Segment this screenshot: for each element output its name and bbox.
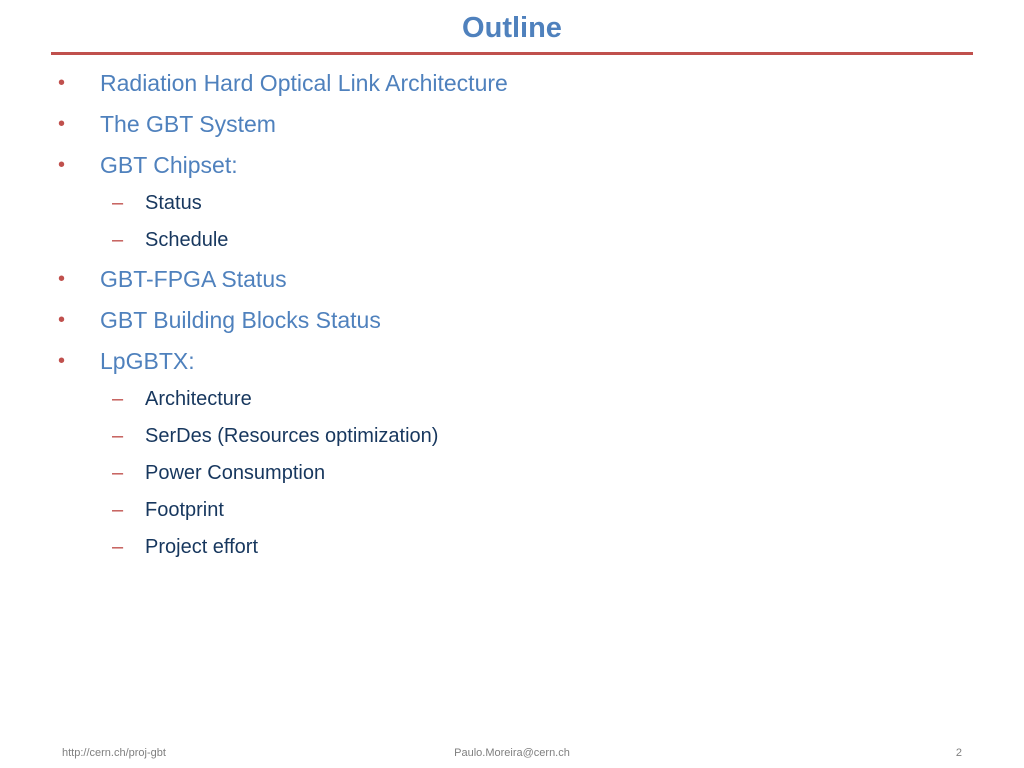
dash-marker: – xyxy=(112,499,124,521)
bullet-text: GBT Chipset: xyxy=(100,152,238,178)
sub-bullet-item xyxy=(112,497,224,523)
bullet-marker: • xyxy=(58,350,66,372)
sub-bullet-text: Schedule xyxy=(145,229,229,251)
sub-bullet-text: Project effort xyxy=(145,536,259,558)
dash-marker: – xyxy=(112,229,124,251)
bullet-item xyxy=(58,305,381,335)
sub-bullet-item xyxy=(112,227,228,253)
dash-marker: – xyxy=(112,388,124,410)
bullet-item xyxy=(58,346,195,376)
bullet-text: GBT-FPGA Status xyxy=(100,266,287,292)
bullet-marker: • xyxy=(58,268,66,290)
sub-bullet-item xyxy=(112,190,202,216)
bullet-item xyxy=(58,109,276,139)
bullet-marker: • xyxy=(58,154,66,176)
dash-marker: – xyxy=(112,536,124,558)
sub-bullet-text: Power Consumption xyxy=(145,462,326,484)
bullet-text: GBT Building Blocks Status xyxy=(100,307,381,333)
bullet-text: Radiation Hard Optical Link Architecture xyxy=(100,70,508,96)
slide-title: Outline xyxy=(462,12,562,44)
sub-bullet-text: Architecture xyxy=(145,388,252,410)
bullet-marker: • xyxy=(58,309,66,331)
sub-bullet-item xyxy=(112,386,252,412)
footer-url: http://cern.ch/proj-gbt xyxy=(62,747,166,759)
bullet-marker: • xyxy=(58,72,66,94)
sub-bullet-text: Status xyxy=(145,192,202,214)
sub-bullet-item xyxy=(112,534,258,560)
bullet-text: LpGBTX: xyxy=(100,348,195,374)
sub-bullet-text: Footprint xyxy=(145,499,224,521)
dash-marker: – xyxy=(112,462,124,484)
bullet-text: The GBT System xyxy=(100,111,276,137)
sub-bullet-item xyxy=(112,460,325,486)
bullet-item xyxy=(58,150,238,180)
bullet-item xyxy=(58,264,287,294)
footer-email: Paulo.Moreira@cern.ch xyxy=(454,747,570,759)
sub-bullet-item xyxy=(112,423,438,449)
sub-bullet-text: SerDes (Resources optimization) xyxy=(145,425,439,447)
bullet-marker: • xyxy=(58,113,66,135)
dash-marker: – xyxy=(112,425,124,447)
dash-marker: – xyxy=(112,192,124,214)
bullet-item xyxy=(58,68,508,98)
footer-page-number: 2 xyxy=(955,747,962,759)
